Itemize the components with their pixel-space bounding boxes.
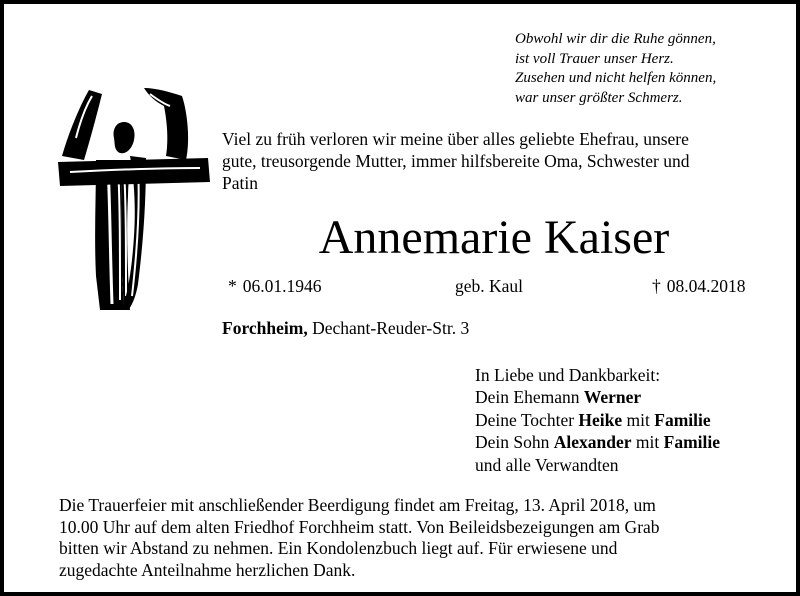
- memorial-poem: [515, 30, 716, 108]
- poem-line: Zusehen und nicht helfen können,: [515, 70, 717, 86]
- footer-line: 10.00 Uhr auf dem alten Friedhof Forchheim statt. Von Beileidsbezeigungen am Grab: [59, 516, 660, 537]
- intro-line: Viel zu früh verloren wir meine über alles geliebte Ehefrau, unsere: [222, 129, 689, 149]
- address: [222, 317, 469, 339]
- death-date-line: [652, 275, 746, 297]
- family-daughter: Deine Tochter Heike mit Familie: [475, 409, 711, 430]
- family-son: Dein Sohn Alexander mit Familie: [475, 432, 720, 453]
- maiden-name: geb. Kaul: [455, 276, 524, 296]
- death-cross-icon: †: [652, 276, 661, 296]
- family-opening: In Liebe und Dankbarkeit:: [475, 365, 661, 385]
- intro-text: [222, 128, 767, 194]
- intro-line: Patin: [222, 173, 258, 193]
- poem-line: ist voll Trauer unser Herz.: [515, 50, 674, 67]
- family-relatives: und alle Verwandten: [475, 454, 619, 475]
- poem-line: Obwohl wir dir die Ruhe gönnen,: [515, 31, 716, 47]
- deceased-name: Annemarie Kaiser: [318, 211, 670, 264]
- footer-line: Die Trauerfeier mit anschließender Beerdigung findet am Freitag, 13. April 2018, um: [59, 495, 656, 515]
- family-husband: Dein Ehemann Werner: [475, 387, 642, 408]
- address-street: Dechant-Reuder-Str. 3: [312, 318, 470, 338]
- birth-star-icon: *: [228, 276, 237, 296]
- birth-date: 06.01.1946: [242, 276, 322, 296]
- son-name: Alexander: [553, 432, 632, 453]
- daughter-name: Heike: [578, 409, 623, 430]
- footer-line: zugedachte Anteilnahme herzlichen Dank.: [59, 560, 356, 581]
- footer-line: bitten wir Abstand zu nehmen. Ein Kondolenzbuch liegt auf. Für erwiesene und: [59, 538, 618, 559]
- christ-cross-icon: [58, 86, 218, 316]
- funeral-details: [59, 495, 660, 582]
- intro-line: gute, treusorgende Mutter, immer hilfsbereite Oma, Schwester und: [222, 151, 690, 171]
- husband-name: Werner: [583, 387, 642, 408]
- death-date: 08.04.2018: [666, 276, 746, 296]
- poem-line: war unser größter Schmerz.: [515, 89, 683, 106]
- address-city: Forchheim,: [222, 318, 308, 338]
- birth-date-line: [228, 275, 322, 297]
- family-signature: [475, 364, 720, 476]
